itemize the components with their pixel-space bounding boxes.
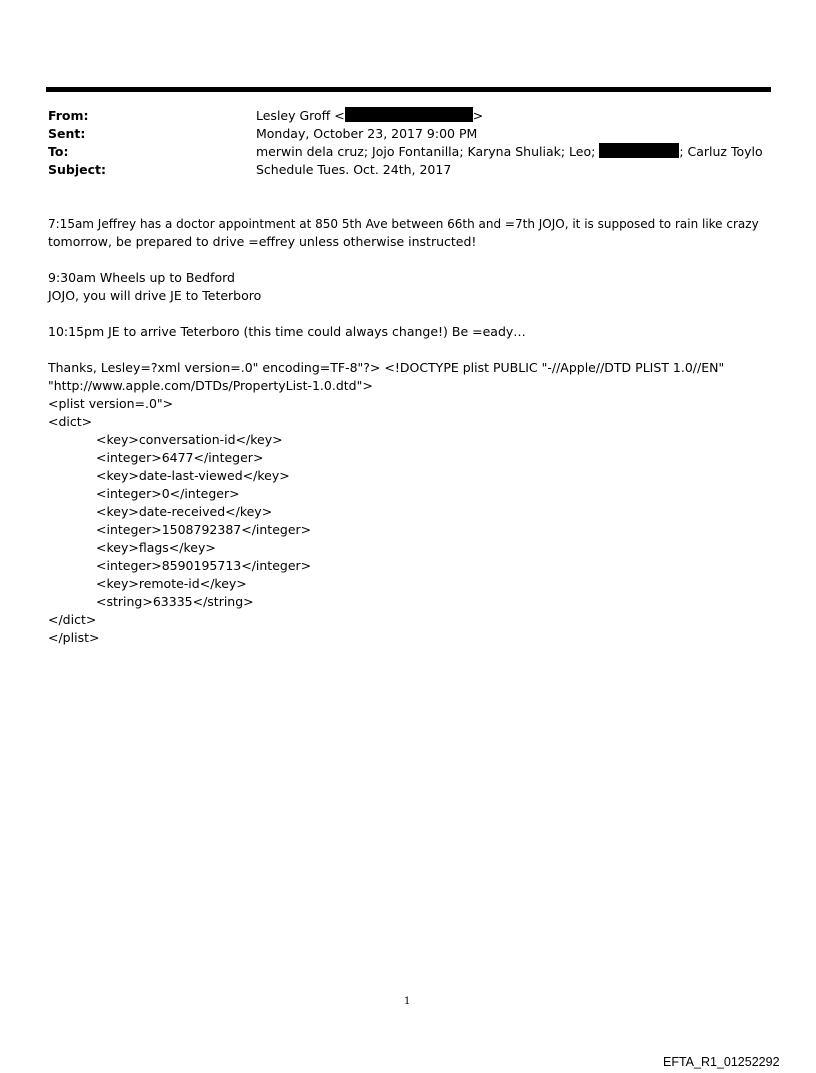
subject-label: Subject: <box>48 162 106 177</box>
to-value <box>256 143 763 161</box>
page-number: 1 <box>404 996 411 1007</box>
plist-line: <key>conversation-id</key> <box>96 432 283 447</box>
body-line: <dict> <box>48 414 93 429</box>
plist-line: <string>63335</string> <box>96 594 254 609</box>
document-id: EFTA_R1_01252292 <box>663 1055 780 1069</box>
plist-line: <key>date-last-viewed</key> <box>96 468 290 483</box>
body-line: JOJO, you will drive JE to Teterboro <box>48 288 262 303</box>
body-line: <plist version=.0"> <box>48 396 174 411</box>
body-line: </plist> <box>48 630 100 645</box>
to-recipients-end: ; Carluz Toylo <box>679 144 763 159</box>
body-line: </dict> <box>48 612 97 627</box>
plist-line: <key>date-received</key> <box>96 504 273 519</box>
redaction-block <box>345 107 473 122</box>
from-name: Lesley Groff < <box>256 108 345 123</box>
to-label: To: <box>48 144 69 159</box>
body-line: 9:30am Wheels up to Bedford <box>48 270 235 285</box>
plist-line: <integer>0</integer> <box>96 486 240 501</box>
plist-line: <key>remote-id</key> <box>96 576 247 591</box>
body-line: "http://www.apple.com/DTDs/PropertyList-1.0.dtd"> <box>48 378 373 393</box>
redaction-block <box>599 143 679 158</box>
sent-value: Monday, October 23, 2017 9:00 PM <box>256 126 478 141</box>
subject-value: Schedule Tues. Oct. 24th, 2017 <box>256 162 452 177</box>
header-rule <box>46 87 771 92</box>
body-line: tomorrow, be prepared to drive =effrey unless otherwise instructed! <box>48 234 477 249</box>
from-value <box>256 107 483 125</box>
to-recipients: merwin dela cruz; Jojo Fontanilla; Karyna Shuliak; Leo; <box>256 144 596 159</box>
plist-line: <integer>8590195713</integer> <box>96 558 312 573</box>
sent-label: Sent: <box>48 126 86 141</box>
body-line: 7:15am Jeffrey has a doctor appointment at 850 5th Ave between 66th and =7th JOJO, it is supposed to rain like crazy <box>48 217 759 231</box>
body-line: 10:15pm JE to arrive Teterboro (this time could always change!) Be =eady… <box>48 324 526 339</box>
from-end: > <box>472 108 484 123</box>
plist-line: <key>flags</key> <box>96 540 216 555</box>
body-line: Thanks, Lesley=?xml version=.0" encoding=TF-8"?> <!DOCTYPE plist PUBLIC "-//Apple//DTD PLIST 1.0//EN" <box>48 360 725 375</box>
plist-line: <integer>6477</integer> <box>96 450 264 465</box>
plist-line: <integer>1508792387</integer> <box>96 522 312 537</box>
from-label: From: <box>48 108 89 123</box>
